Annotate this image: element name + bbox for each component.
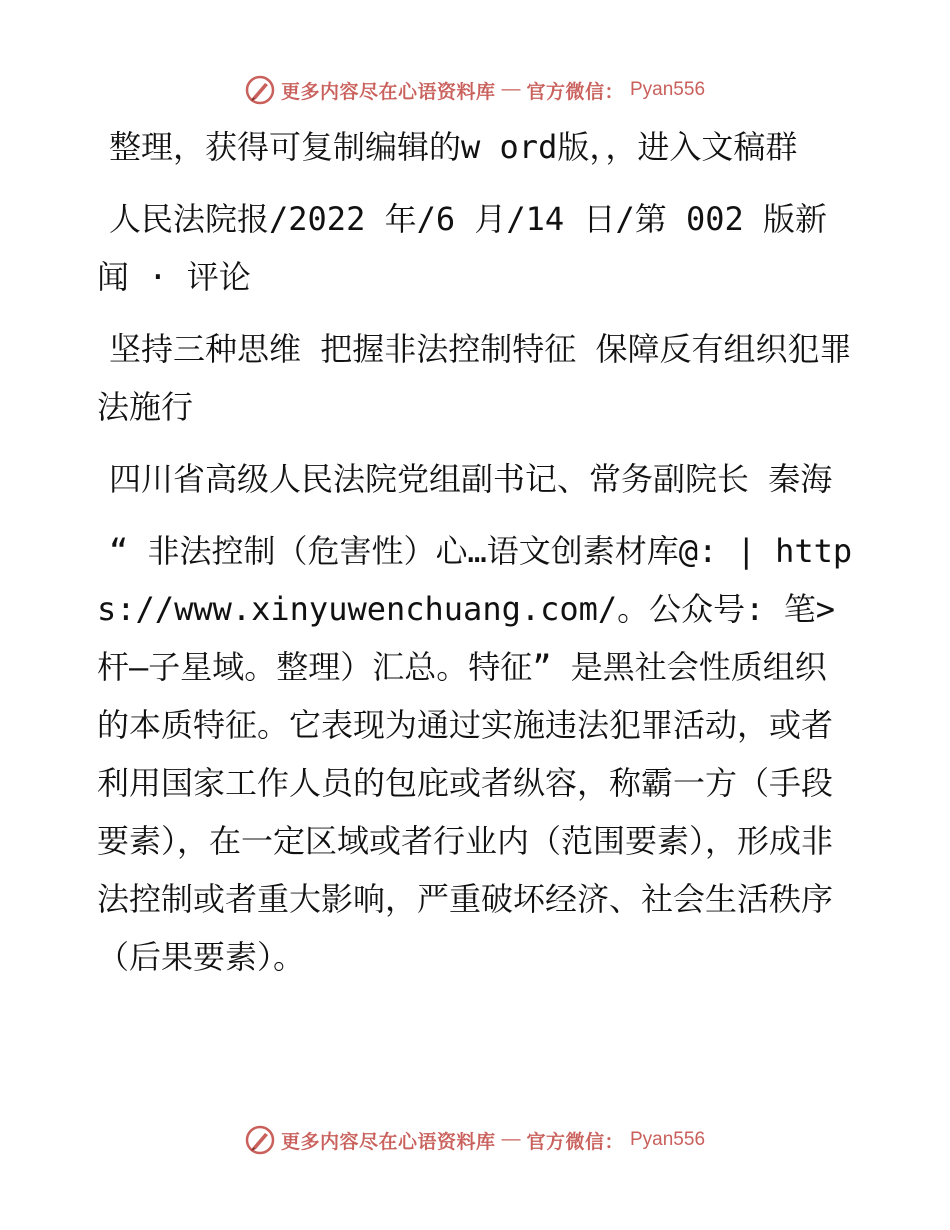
banner-contact-label: 官方微信： bbox=[526, 80, 624, 103]
paragraph-body: “ 非法控制（危害性）心…语文创素材库@: | https://www.xinyuwenchuang.com/。公众号: 笔>杆—子星域。整理）汇总。特征” 是黑社会性质组织的本质特征。它表现为通过实施违法犯罪活动，或者利用国家工作人员的包庇或者纵容，称霸一方（手段要素），在一定区域或者行业内（范围要素），形成非法控制或者重大影响，严重破坏经济、社会生活秩序（后果要素）。 bbox=[97, 532, 853, 976]
banner-contact-id: Pyan556 bbox=[630, 79, 706, 100]
article-title: 坚持三种思维 把握非法控制特征 保障反有组织犯罪法施行 bbox=[97, 330, 852, 426]
footer-watermark-banner bbox=[0, 1120, 950, 1160]
article-author: 四川省高级人民法院党组副书记、常务副院长 秦海 bbox=[109, 460, 833, 498]
document-body bbox=[97, 118, 857, 1000]
quill-logo-icon bbox=[245, 75, 275, 105]
paragraph-source: 人民法院报/2022 年/6 月/14 日/第 002 版新闻 · 评论 bbox=[97, 200, 828, 296]
banner-dash: — bbox=[501, 1129, 521, 1150]
header-watermark-banner bbox=[0, 70, 950, 110]
banner-brand-text: 更多内容尽在心语资料库 bbox=[280, 1130, 496, 1153]
banner-dash: — bbox=[501, 79, 521, 100]
banner-contact-label: 官方微信： bbox=[526, 1130, 624, 1153]
quill-logo-icon bbox=[245, 1125, 275, 1155]
paragraph-intro: 整理，获得可复制编辑的w ord版，，进入文稿群 bbox=[109, 128, 798, 166]
banner-brand-text: 更多内容尽在心语资料库 bbox=[280, 80, 496, 103]
banner-contact-id: Pyan556 bbox=[630, 1129, 706, 1150]
